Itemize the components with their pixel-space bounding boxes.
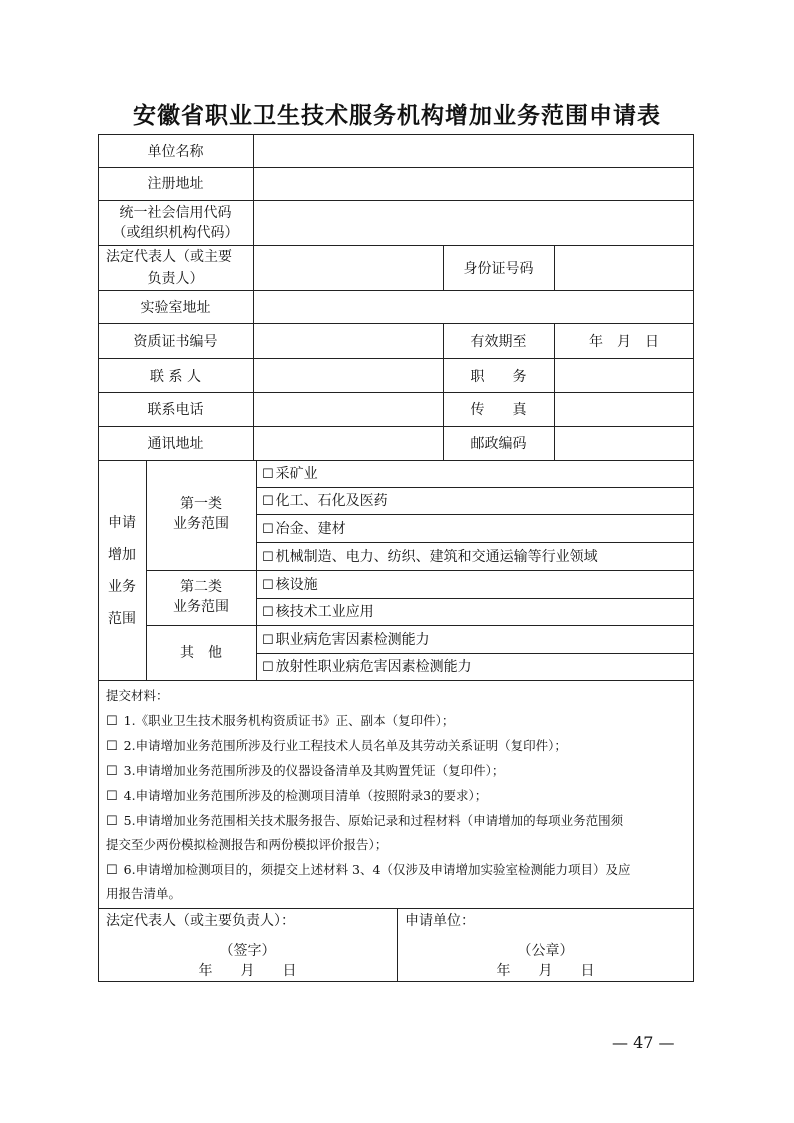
label-category-two-scope: 业务范围 [173,599,229,615]
material-item: ☐ 5.申请增加业务范围相关技术服务报告、原始记录和过程材料（申请增加的每项业务范围须 [106,813,624,829]
row-divider [98,680,694,681]
row-divider [146,570,694,571]
label-category-one-scope: 业务范围 [173,516,229,532]
label-registered-address: 注册地址 [147,176,204,192]
form-title: 安徽省职业卫生技术服务机构增加业务范围申请表 [133,102,661,129]
checkbox-icon[interactable]: ☐ [106,814,118,829]
scope-option-label: 职业病危害因素检测能力 [275,632,430,648]
label-credit-code: 统一社会信用代码 [119,205,232,221]
row-divider [98,323,694,324]
row-divider [256,653,694,654]
signature-field[interactable]: （签字） [219,943,276,959]
row-divider [98,200,694,201]
label-scope-line4: 范围 [108,611,136,627]
checkbox-icon[interactable]: ☐ [262,467,274,482]
official-seal-field[interactable]: （公章） [517,943,574,959]
label-scope-line1: 申请 [108,515,136,531]
label-phone: 联系电话 [147,402,204,418]
label-other: 其 他 [180,645,222,661]
material-item: ☐ 6.申请增加检测项目的，须提交上述材料 3、4（仅涉及申请增加实验室检测能力项目）及应 [106,862,631,878]
scope-option[interactable] [262,660,472,674]
row-divider [256,487,694,488]
scope-option[interactable] [262,578,318,592]
row-divider [256,542,694,543]
label-category-two: 第二类 [180,579,222,595]
label-mailing-address: 通讯地址 [147,436,204,452]
checkbox-icon[interactable]: ☐ [262,605,274,620]
label-category-one: 第一类 [180,496,222,512]
scope-option[interactable] [262,467,318,481]
row-divider [256,514,694,515]
checkbox-icon[interactable]: ☐ [262,660,274,675]
row-divider [98,908,694,909]
material-item-continued: 用报告清单。 [106,886,182,901]
page-number: — 47 — [612,1033,675,1052]
checkbox-icon[interactable]: ☐ [106,714,118,729]
checkbox-icon[interactable]: ☐ [106,863,118,878]
materials-heading: 提交材料： [106,688,169,703]
scope-option[interactable] [262,522,346,536]
scope-option-label: 机械制造、电力、纺织、建筑和交通运输等行业领域 [275,549,598,565]
material-item: ☐ 1.《职业卫生技术服务机构资质证书》正、副本（复印件）； [106,713,455,729]
row-divider [98,358,694,359]
label-postcode: 邮政编码 [470,436,527,452]
label-contact-person: 联 系 人 [150,369,201,385]
label-scope-line3: 业务 [108,579,136,595]
signature-date: 年 月 日 [198,963,297,979]
scope-option-label: 放射性职业病危害因素检测能力 [275,659,472,675]
scope-option[interactable] [262,633,430,647]
row-divider [146,625,694,626]
label-certificate-number: 资质证书编号 [133,334,218,350]
label-legal-representative: 法定代表人（或主要 [106,249,232,265]
column-divider [554,245,555,290]
seal-date: 年 月 日 [496,963,595,979]
checkbox-icon[interactable]: ☐ [106,764,118,779]
checkbox-icon[interactable]: ☐ [262,494,274,509]
row-divider [98,426,694,427]
checkbox-icon[interactable]: ☐ [106,739,118,754]
label-applicant-unit: 申请单位： [405,913,475,929]
label-scope-line2: 增加 [108,547,136,563]
row-divider [98,460,694,461]
label-valid-until: 有效期至 [470,334,527,350]
row-divider [98,290,694,291]
row-divider [256,598,694,599]
scope-option-label: 核技术工业应用 [275,604,374,620]
valid-until-date-placeholder: 年 月 日 [589,334,659,350]
checkbox-icon[interactable]: ☐ [262,522,274,537]
checkbox-icon[interactable]: ☐ [262,550,274,565]
label-credit-code-note: （或组织机构代码） [112,225,239,241]
label-unit-name: 单位名称 [147,144,204,160]
checkbox-icon[interactable]: ☐ [262,578,274,593]
label-position: 职 务 [470,369,527,385]
label-fax: 传 真 [470,402,527,418]
scope-option[interactable] [262,605,374,619]
label-id-number: 身份证号码 [463,261,534,277]
label-legal-representative-signature: 法定代表人（或主要负责人）： [106,913,295,929]
scope-option-label: 化工、石化及医药 [275,493,388,509]
row-divider [98,392,694,393]
scope-option-label: 采矿业 [275,466,318,482]
scope-option[interactable] [262,550,598,564]
scope-option-label: 冶金、建材 [275,521,346,537]
row-divider [98,167,694,168]
row-divider [98,245,694,246]
label-lab-address: 实验室地址 [140,300,211,316]
material-item: ☐ 4.申请增加业务范围所涉及的检测项目清单（按照附录3的要求）； [106,788,488,804]
checkbox-icon[interactable]: ☐ [262,633,274,648]
scope-option-label: 核设施 [275,577,318,593]
material-item-continued: 提交至少两份模拟检测报告和两份模拟评价报告）； [106,837,388,852]
checkbox-icon[interactable]: ☐ [106,789,118,804]
label-legal-representative-note: 负责人） [147,271,204,287]
column-divider [253,134,254,460]
material-item: ☐ 2.申请增加业务范围所涉及行业工程技术人员名单及其劳动关系证明（复印件）； [106,738,567,754]
scope-option[interactable] [262,494,388,508]
material-item: ☐ 3.申请增加业务范围所涉及的仪器设备清单及其购置凭证（复印件）； [106,763,505,779]
